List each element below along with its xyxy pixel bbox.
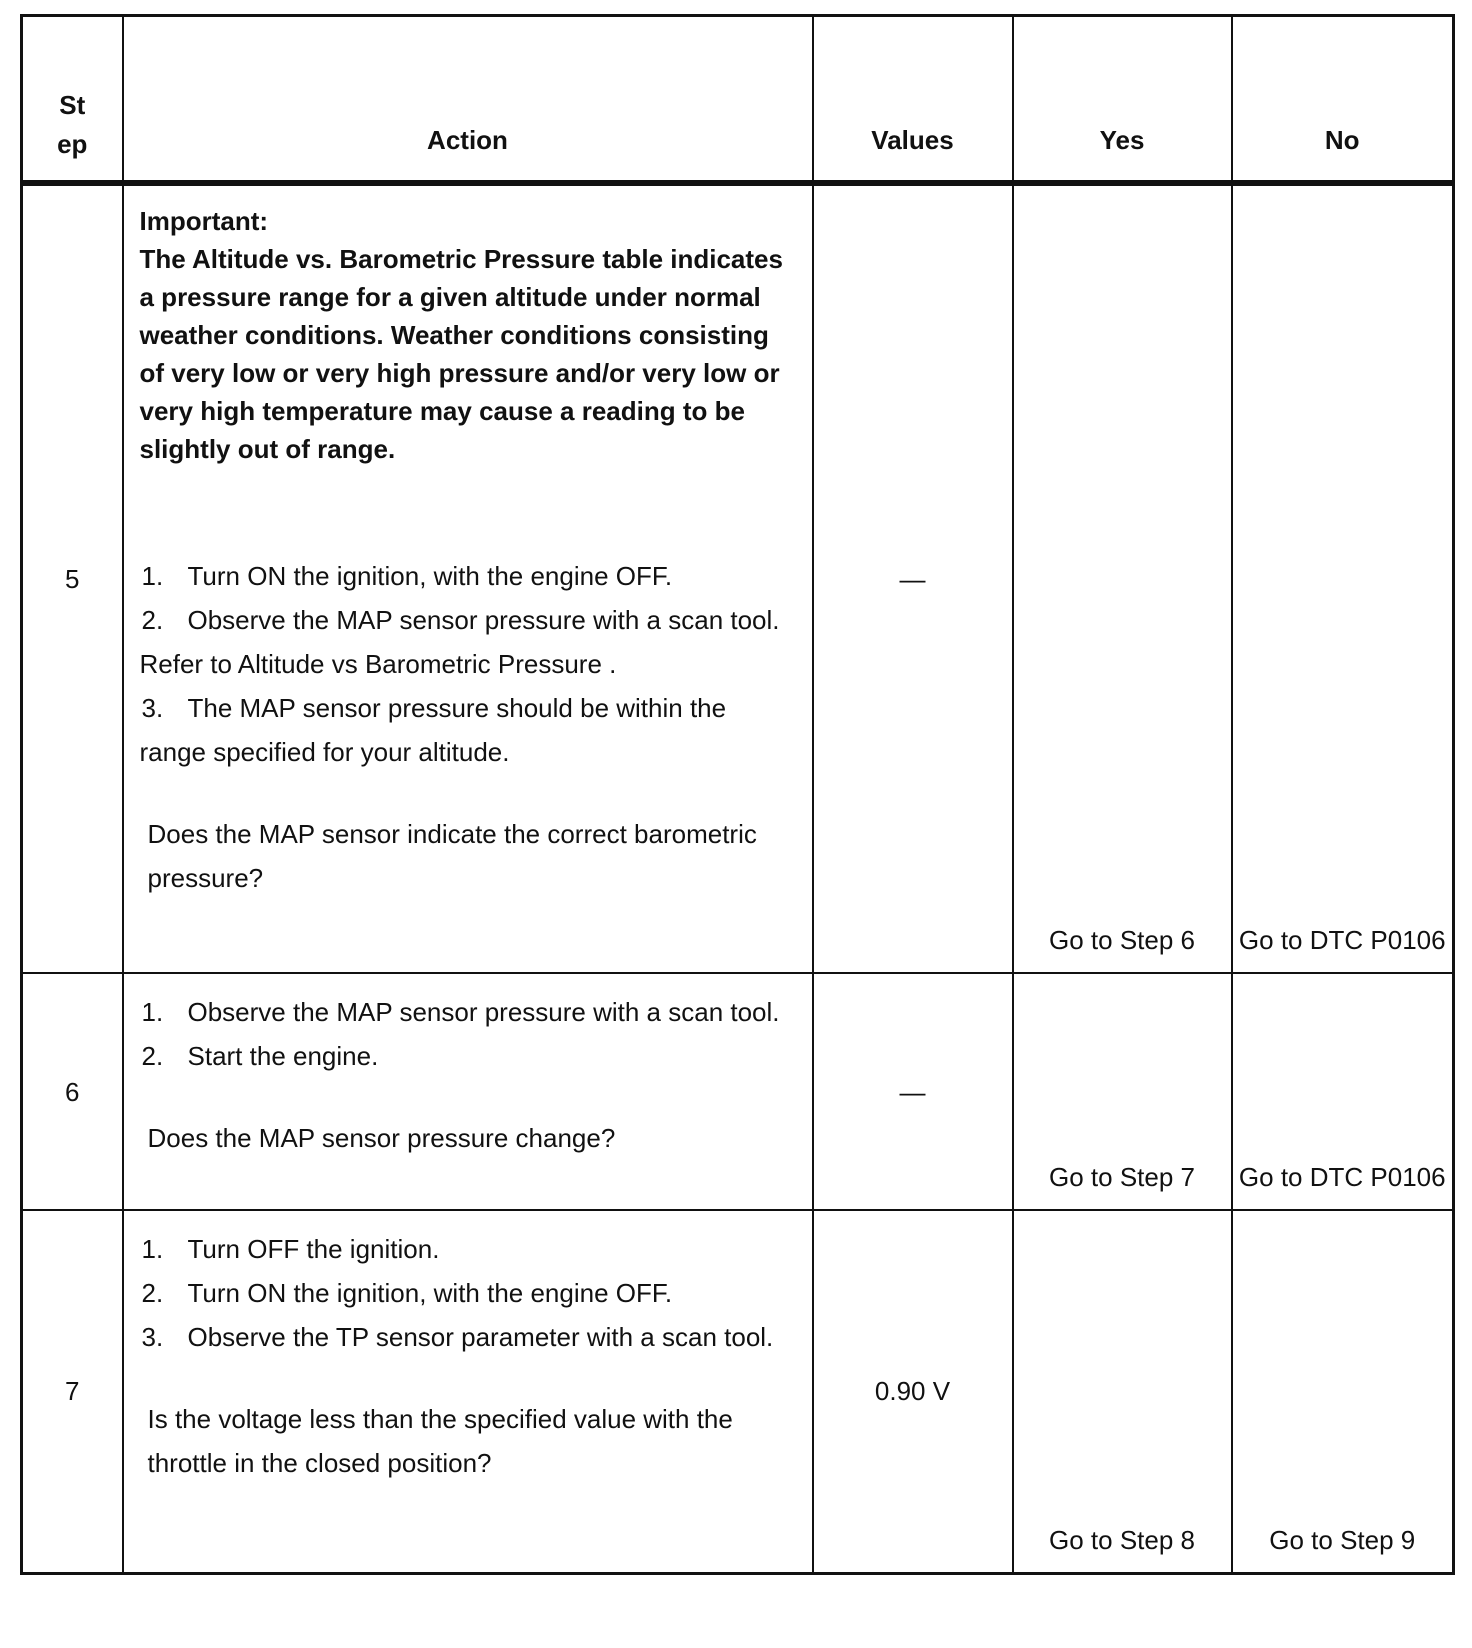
- item-number: 3.: [141, 1322, 164, 1352]
- list-item: [140, 1315, 792, 1359]
- item-text: Turn ON the ignition, with the engine OFF.: [187, 1278, 673, 1308]
- step-number: 5: [22, 183, 123, 973]
- list-item: [140, 686, 792, 774]
- spacer: [140, 1359, 792, 1397]
- no-cell: Go to DTC P0106: [1232, 183, 1454, 973]
- list-item: [140, 598, 792, 686]
- list-item: [140, 990, 792, 1034]
- important-label: Important:: [139, 206, 269, 236]
- item-number: 3.: [141, 693, 164, 723]
- item-number: 2.: [141, 605, 164, 635]
- list-item: [140, 554, 792, 598]
- value-cell: —: [813, 973, 1013, 1210]
- no-cell: Go to Step 9: [1232, 1210, 1454, 1573]
- header-step-line2: ep: [57, 129, 88, 159]
- value-cell: —: [813, 183, 1013, 973]
- list-item: [140, 1271, 792, 1315]
- item-number: 1.: [141, 1234, 164, 1264]
- header-step-line1: St: [59, 90, 86, 120]
- no-cell: Go to DTC P0106: [1232, 973, 1454, 1210]
- list-item: [140, 1034, 792, 1078]
- step-number: 7: [22, 1210, 123, 1573]
- action-cell: [123, 183, 813, 973]
- important-text: The Altitude vs. Barometric Pressure table indicates a pressure range for a given altitude under normal weather conditions. Weather conditions consisting of very low or very high pressure and/or very low or very high temperature may cause a reading to be slightly out of range.: [139, 244, 783, 464]
- spacer: [140, 1078, 792, 1116]
- table-row-step-5: [22, 183, 1454, 973]
- step-number: 6: [22, 973, 123, 1210]
- header-row: [22, 16, 1454, 184]
- header-step: [22, 16, 123, 184]
- table-row-step-7: [22, 1210, 1454, 1573]
- diagnostic-table: [20, 14, 1455, 1575]
- item-text: Observe the TP sensor parameter with a scan tool.: [187, 1322, 774, 1352]
- item-number: 2.: [141, 1278, 164, 1308]
- item-text: Turn ON the ignition, with the engine OFF.: [187, 561, 673, 591]
- list-item: [140, 1227, 792, 1271]
- yes-cell: Go to Step 8: [1013, 1210, 1232, 1573]
- question-text: Does the MAP sensor pressure change?: [147, 1123, 616, 1153]
- action-cell: [123, 1210, 813, 1573]
- header-values: Values: [813, 16, 1013, 184]
- spacer: [140, 774, 792, 812]
- action-cell: [123, 973, 813, 1210]
- value-cell: 0.90 V: [813, 1210, 1013, 1573]
- question-text: Does the MAP sensor indicate the correct barometric pressure?: [147, 819, 757, 893]
- yes-cell: Go to Step 6: [1013, 183, 1232, 973]
- item-number: 1.: [141, 561, 164, 591]
- item-text: Turn OFF the ignition.: [187, 1234, 440, 1264]
- item-number: 2.: [141, 1041, 164, 1071]
- question-text: Is the voltage less than the specified value with the throttle in the closed position?: [147, 1404, 733, 1478]
- item-text: Observe the MAP sensor pressure with a scan tool. Refer to Altitude vs Barometric Pressure .: [139, 605, 780, 679]
- item-text: Observe the MAP sensor pressure with a scan tool.: [187, 997, 780, 1027]
- header-action: Action: [123, 16, 813, 184]
- header-no: No: [1232, 16, 1454, 184]
- item-number: 1.: [141, 997, 164, 1027]
- item-text: The MAP sensor pressure should be within the range specified for your altitude.: [139, 693, 727, 767]
- table-row-step-6: [22, 973, 1454, 1210]
- important-note: [140, 202, 792, 468]
- item-text: Start the engine.: [187, 1041, 379, 1071]
- header-yes: Yes: [1013, 16, 1232, 184]
- yes-cell: Go to Step 7: [1013, 973, 1232, 1210]
